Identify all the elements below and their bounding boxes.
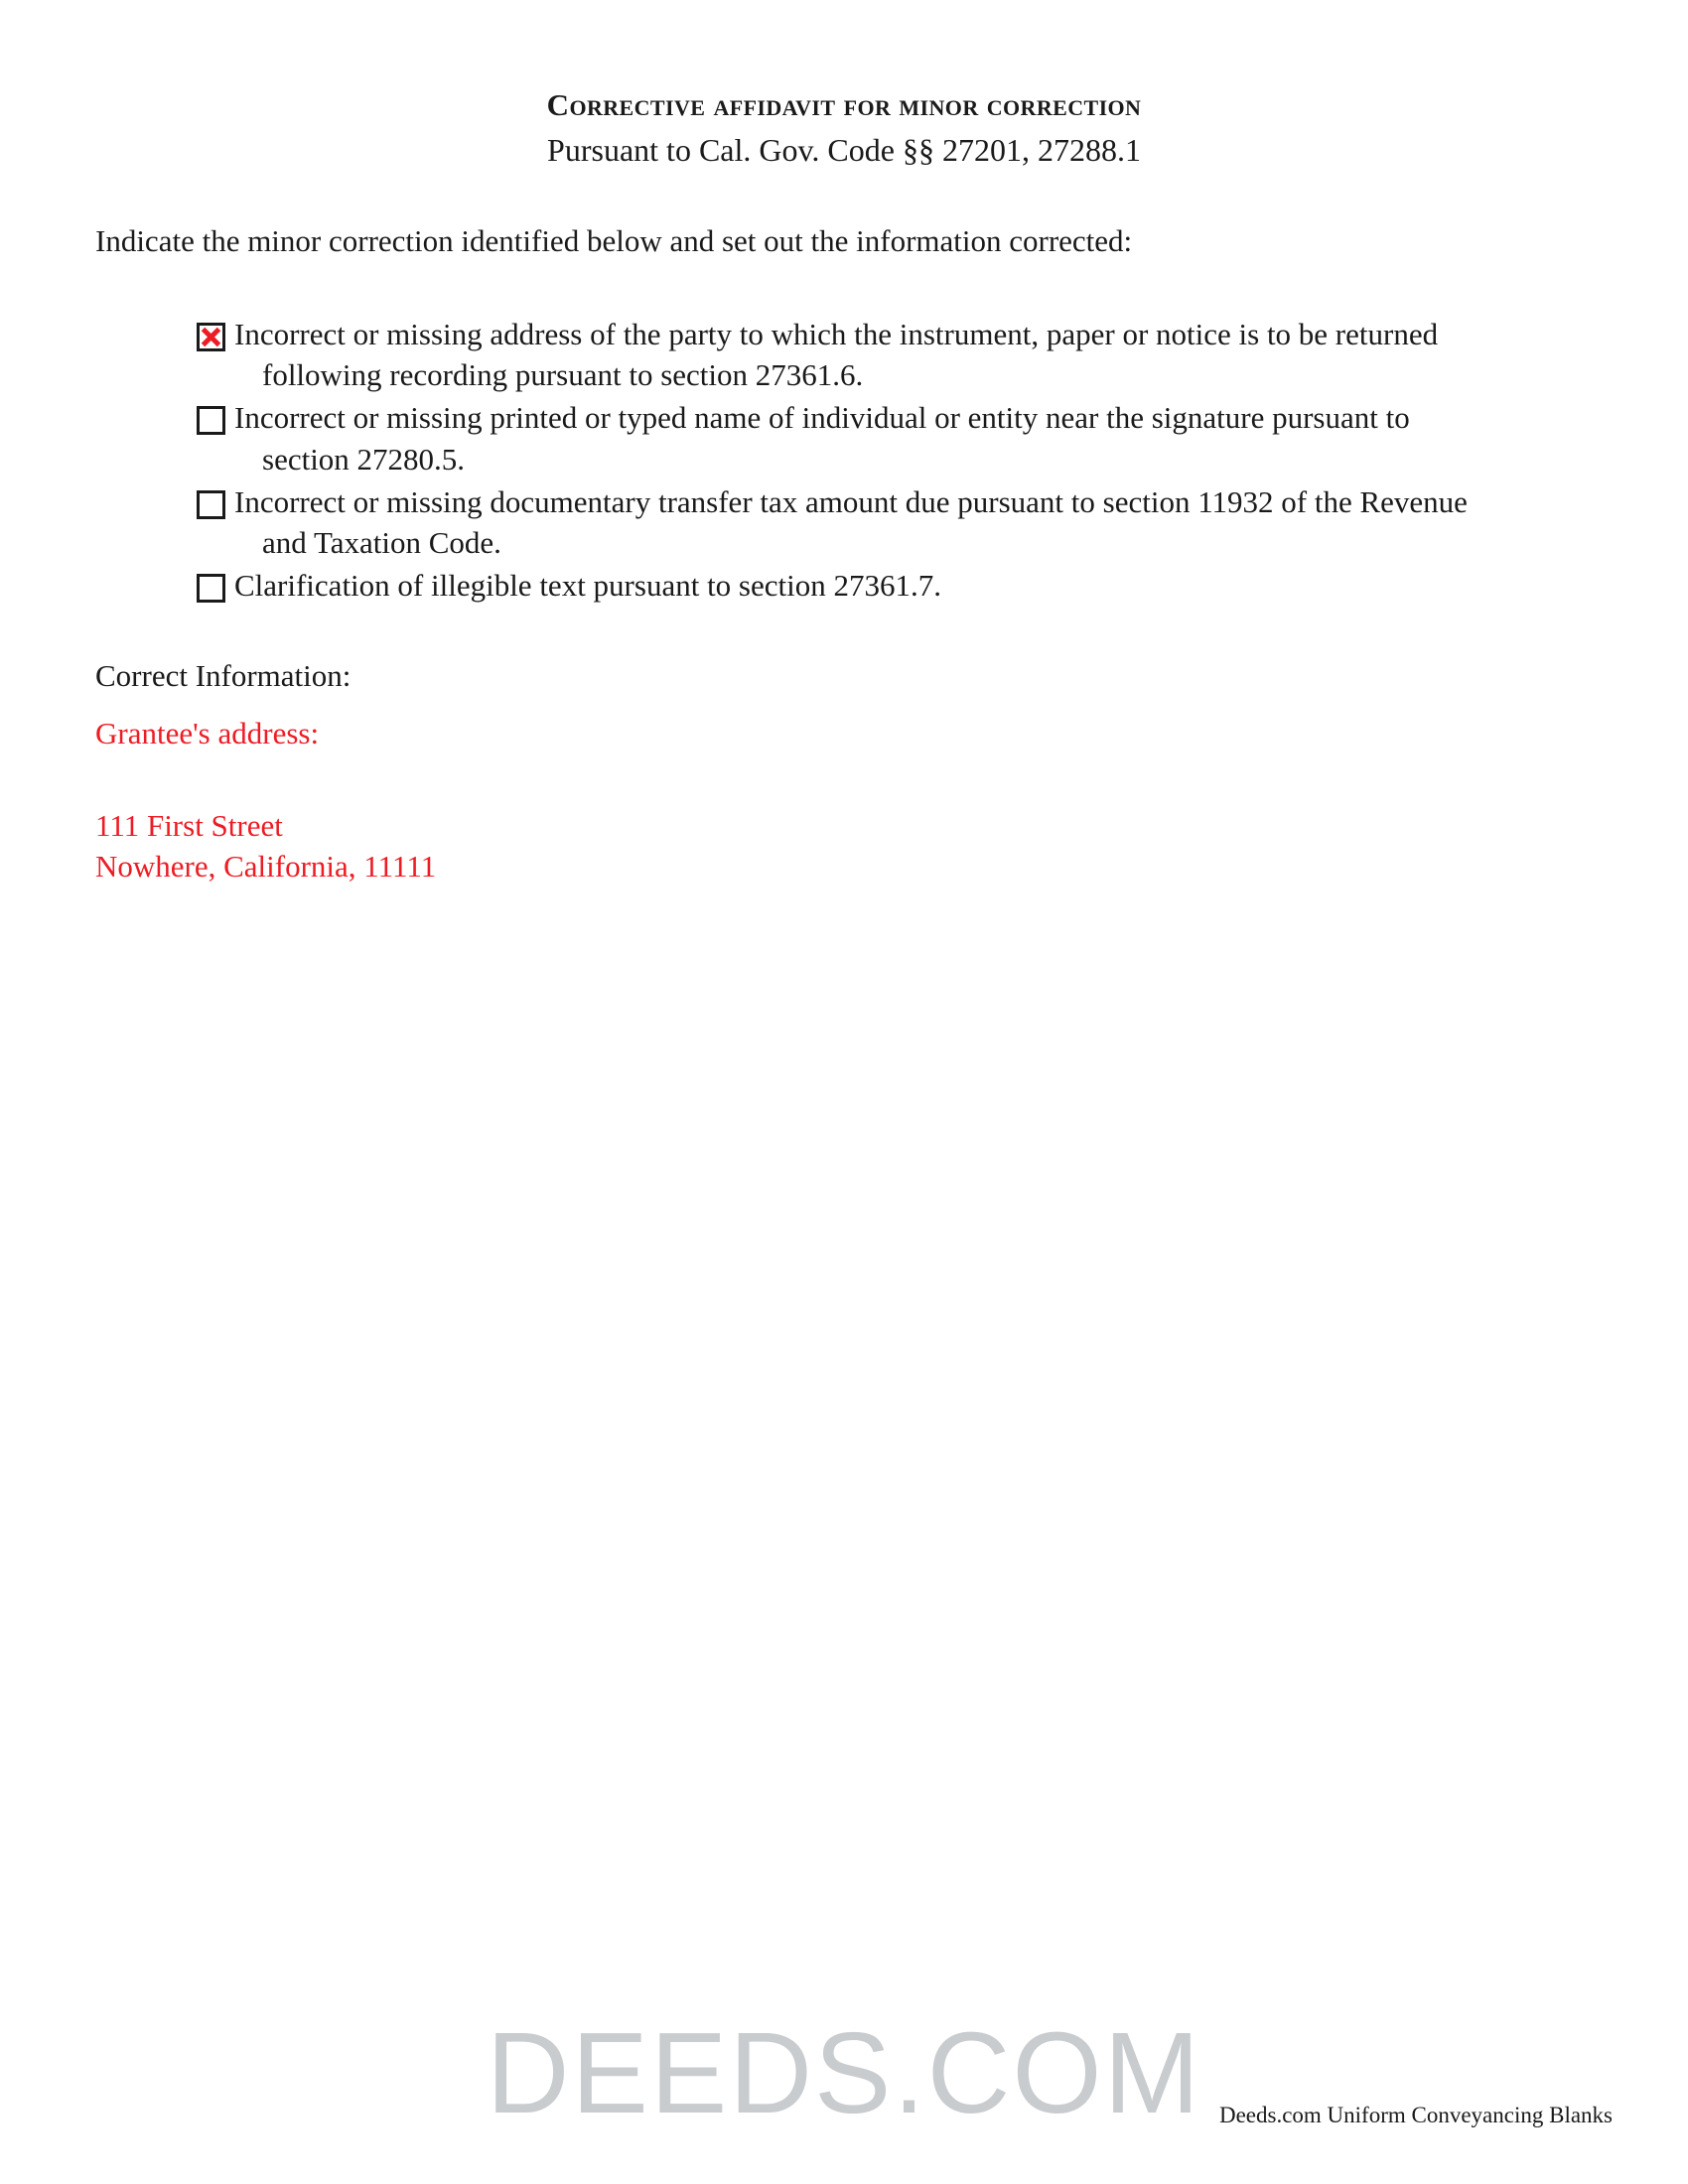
checklist-item-text	[234, 565, 1567, 606]
correct-information-section	[95, 655, 1485, 887]
empty-checkbox-icon[interactable]	[197, 574, 225, 603]
address-line-2: Nowhere, California, 11111	[95, 848, 437, 884]
empty-checkbox-icon[interactable]	[197, 490, 225, 519]
checklist-item-text	[234, 397, 1567, 478]
checklist-item-line2: and Taxation Code.	[262, 525, 501, 561]
correction-checklist	[197, 314, 1567, 609]
checklist-item-illegible-text[interactable]	[197, 565, 1567, 606]
correct-information-subject: Grantee's address:	[95, 715, 320, 751]
checklist-item-text	[234, 481, 1567, 563]
page-title: Corrective affidavit for minor correction	[546, 87, 1142, 122]
checklist-item-line1: Incorrect or missing documentary transfer tax amount due pursuant to section 11932 of the Revenue	[234, 483, 1468, 519]
checklist-item-line1: Incorrect or missing address of the party to which the instrument, paper or notice is to be returned	[234, 317, 1439, 351]
checklist-item-line2: section 27280.5.	[262, 441, 466, 477]
checklist-item-printed-name[interactable]	[197, 397, 1567, 478]
address-line-1: 111 First Street	[95, 807, 283, 843]
correct-information-label: Correct Information:	[95, 658, 352, 693]
empty-checkbox-icon[interactable]	[197, 406, 225, 435]
checklist-item-line1: Clarification of illegible text pursuant to section 27361.7.	[234, 568, 941, 604]
checklist-item-text	[234, 314, 1567, 395]
document-header	[0, 87, 1688, 169]
footer-note: Deeds.com Uniform Conveyancing Blanks	[1218, 2103, 1613, 2127]
deeds-watermark: DEEDS.COM	[486, 2008, 1202, 2137]
checklist-item-address[interactable]	[197, 314, 1567, 395]
correct-information-address	[95, 806, 1485, 887]
checklist-item-line2: following recording pursuant to section 27361.6.	[262, 357, 864, 393]
checklist-item-line1: Incorrect or missing printed or typed name of individual or entity near the signature pursuant to	[234, 400, 1410, 436]
instruction-text: Indicate the minor correction identified below and set out the information corrected:	[95, 223, 1133, 258]
checklist-item-transfer-tax[interactable]	[197, 481, 1567, 563]
page-subtitle: Pursuant to Cal. Gov. Code §§ 27201, 27288.1	[547, 131, 1141, 168]
x-mark-icon[interactable]	[197, 323, 225, 351]
